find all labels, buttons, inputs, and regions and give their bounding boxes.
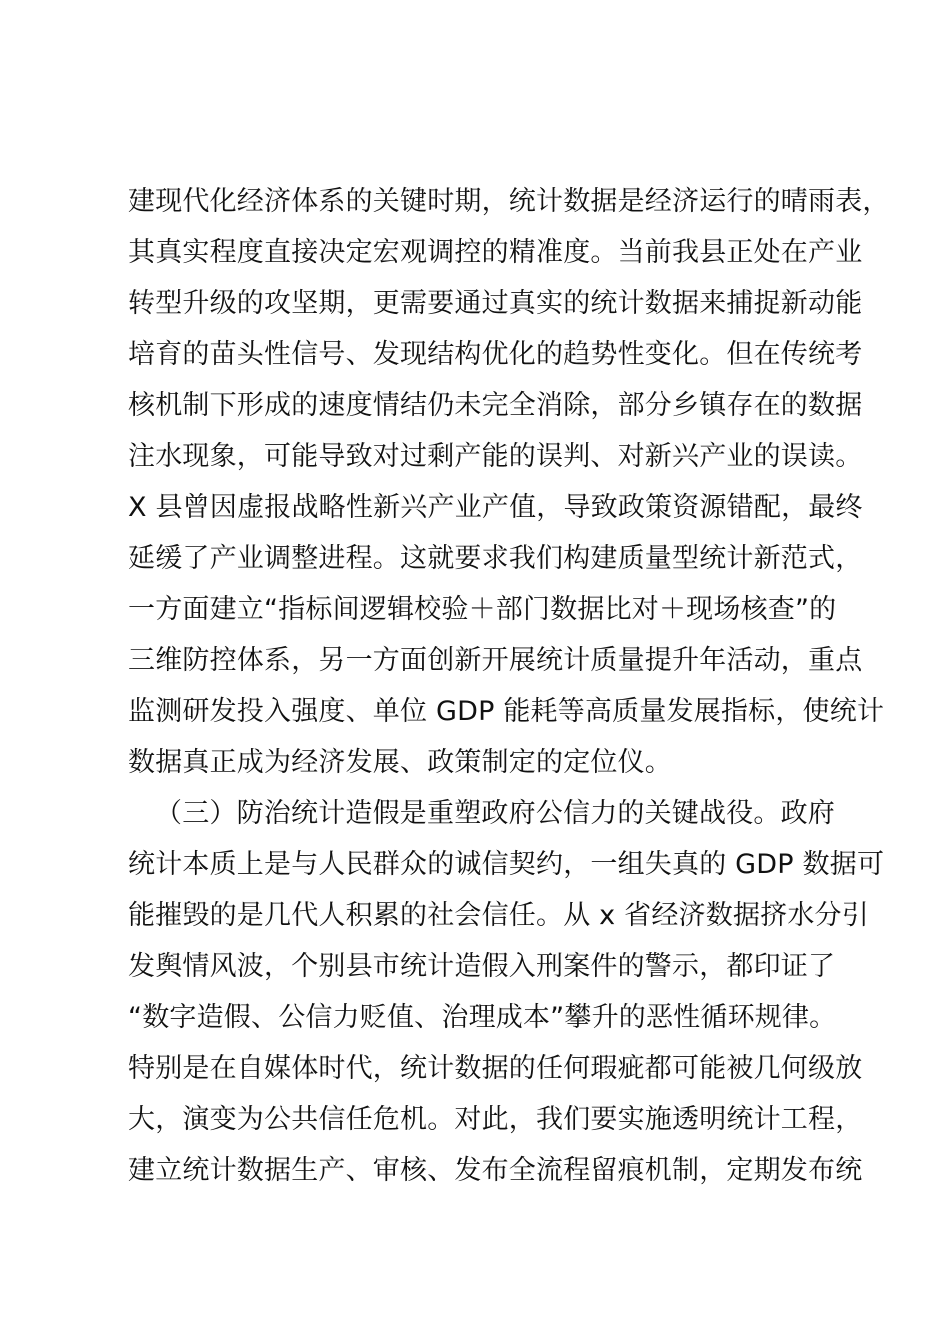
text-line: 一方面建立“指标间逻辑校验＋部门数据比对＋现场核查”的 [128,594,837,625]
text-line: X 县曾因虚报战略性新兴产业产值，导致政策资源错配，最终 [128,492,863,523]
text-line: 大，演变为公共信任危机。对此，我们要实施透明统计工程， [128,1104,863,1135]
text-line: 能摧毁的是几代人积累的社会信任。从 x 省经济数据挤水分引 [128,900,869,931]
text-line: 统计本质上是与人民群众的诚信契约，一组失真的 GDP 数据可 [128,849,885,880]
text-line: 特别是在自媒体时代，统计数据的任何瑕疵都可能被几何级放 [128,1053,863,1084]
text-line: 发舆情风波，个别县市统计造假入刑案件的警示，都印证了 [128,951,836,982]
text-line: 其真实程度直接决定宏观调控的精准度。当前我县正处在产业 [128,237,863,268]
text-line: 核机制下形成的速度情结仍未完全消除，部分乡镇存在的数据 [128,390,863,421]
text-line: 注水现象，可能导致对过剩产能的误判、对新兴产业的误读。 [128,441,863,472]
text-line: 建现代化经济体系的关键时期，统计数据是经济运行的晴雨表， [128,186,890,217]
text-line: 培育的苗头性信号、发现结构优化的趋势性变化。但在传统考 [128,339,863,370]
text-line: 转型升级的攻坚期，更需要通过真实的统计数据来捕捉新动能 [128,288,863,319]
text-line: 建立统计数据生产、审核、发布全流程留痕机制，定期发布统 [128,1155,863,1186]
text-line: 数据真正成为经济发展、政策制定的定位仪。 [128,747,672,778]
text-line: 三维防控体系，另一方面创新开展统计质量提升年活动，重点 [128,645,863,676]
text-line: 监测研发投入强度、单位 GDP 能耗等高质量发展指标，使统计 [128,696,885,727]
section-heading-line: （三）防治统计造假是重塑政府公信力的关键战役。政府 [155,798,835,829]
text-line: 延缓了产业调整进程。这就要求我们构建质量型统计新范式， [128,543,863,574]
text-line: “数字造假、公信力贬值、治理成本”攀升的恶性循环规律。 [128,1002,837,1033]
